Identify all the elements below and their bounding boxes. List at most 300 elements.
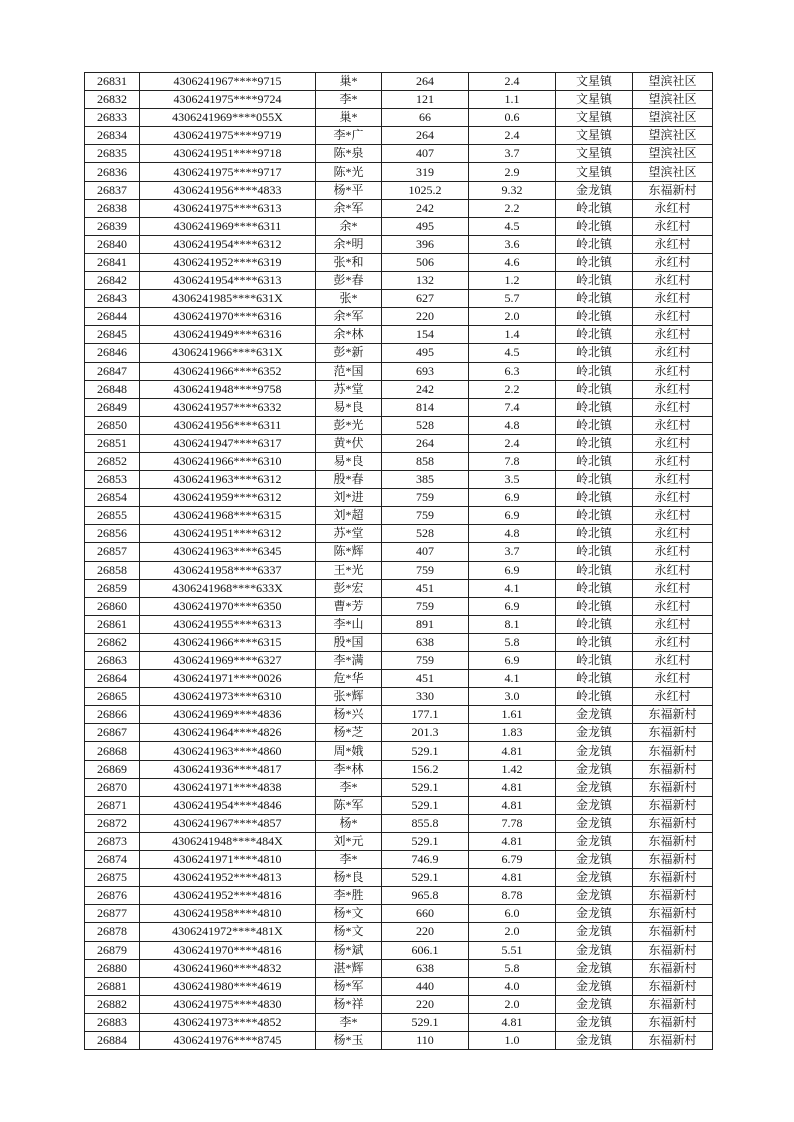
cell-area: 4.81: [469, 796, 556, 814]
table-row: [85, 543, 713, 561]
cell-amount: 855.8: [382, 814, 469, 832]
cell-name: 巢*: [316, 109, 382, 127]
table-row: [85, 272, 713, 290]
cell-area: 4.1: [469, 670, 556, 688]
cell-serial-number: 26849: [85, 398, 140, 416]
cell-id-number: 4306241975****6313: [140, 199, 316, 217]
cell-village: 东福新村: [633, 977, 713, 995]
cell-id-number: 4306241972****481X: [140, 923, 316, 941]
table-row: [85, 905, 713, 923]
cell-village: 东福新村: [633, 995, 713, 1013]
cell-area: 3.6: [469, 235, 556, 253]
cell-serial-number: 26847: [85, 362, 140, 380]
cell-name: 李*胜: [316, 887, 382, 905]
cell-town: 金龙镇: [556, 742, 633, 760]
cell-id-number: 4306241966****631X: [140, 344, 316, 362]
cell-amount: 440: [382, 977, 469, 995]
cell-amount: 529.1: [382, 1013, 469, 1031]
table-row: [85, 977, 713, 995]
cell-amount: 606.1: [382, 941, 469, 959]
cell-name: 范*国: [316, 362, 382, 380]
cell-village: 东福新村: [633, 869, 713, 887]
cell-amount: 132: [382, 272, 469, 290]
cell-amount: 220: [382, 995, 469, 1013]
cell-name: 杨*文: [316, 905, 382, 923]
cell-id-number: 4306241954****4846: [140, 796, 316, 814]
cell-serial-number: 26844: [85, 308, 140, 326]
cell-village: 永红村: [633, 633, 713, 651]
cell-area: 6.3: [469, 362, 556, 380]
cell-id-number: 4306241971****4810: [140, 851, 316, 869]
table-row: [85, 796, 713, 814]
cell-town: 岭北镇: [556, 543, 633, 561]
cell-amount: 66: [382, 109, 469, 127]
cell-town: 岭北镇: [556, 217, 633, 235]
cell-village: 永红村: [633, 615, 713, 633]
cell-village: 永红村: [633, 272, 713, 290]
cell-area: 1.1: [469, 91, 556, 109]
table-row: [85, 471, 713, 489]
table-row: [85, 724, 713, 742]
cell-town: 岭北镇: [556, 525, 633, 543]
cell-area: 0.6: [469, 109, 556, 127]
cell-town: 金龙镇: [556, 923, 633, 941]
cell-id-number: 4306241975****9724: [140, 91, 316, 109]
table-row: [85, 652, 713, 670]
cell-serial-number: 26864: [85, 670, 140, 688]
cell-amount: 319: [382, 163, 469, 181]
cell-town: 岭北镇: [556, 199, 633, 217]
cell-name: 李*林: [316, 760, 382, 778]
cell-village: 永红村: [633, 561, 713, 579]
cell-town: 岭北镇: [556, 633, 633, 651]
cell-name: 余*林: [316, 326, 382, 344]
cell-serial-number: 26879: [85, 941, 140, 959]
cell-serial-number: 26833: [85, 109, 140, 127]
cell-serial-number: 26858: [85, 561, 140, 579]
cell-name: 王*光: [316, 561, 382, 579]
cell-village: 东福新村: [633, 941, 713, 959]
table-row: [85, 181, 713, 199]
cell-town: 岭北镇: [556, 579, 633, 597]
table-row: [85, 995, 713, 1013]
cell-town: 岭北镇: [556, 398, 633, 416]
cell-serial-number: 26873: [85, 832, 140, 850]
cell-serial-number: 26878: [85, 923, 140, 941]
cell-town: 文星镇: [556, 109, 633, 127]
cell-town: 岭北镇: [556, 507, 633, 525]
cell-town: 金龙镇: [556, 1031, 633, 1049]
cell-id-number: 4306241971****4838: [140, 778, 316, 796]
cell-serial-number: 26863: [85, 652, 140, 670]
cell-town: 岭北镇: [556, 344, 633, 362]
cell-amount: 638: [382, 959, 469, 977]
cell-area: 3.7: [469, 145, 556, 163]
cell-village: 东福新村: [633, 724, 713, 742]
cell-amount: 759: [382, 507, 469, 525]
cell-town: 岭北镇: [556, 471, 633, 489]
table-row: [85, 742, 713, 760]
cell-amount: 693: [382, 362, 469, 380]
cell-town: 岭北镇: [556, 561, 633, 579]
cell-amount: 385: [382, 471, 469, 489]
cell-name: 彭*春: [316, 272, 382, 290]
cell-serial-number: 26862: [85, 633, 140, 651]
cell-serial-number: 26835: [85, 145, 140, 163]
cell-village: 永红村: [633, 597, 713, 615]
cell-name: 杨*文: [316, 923, 382, 941]
cell-town: 岭北镇: [556, 272, 633, 290]
cell-serial-number: 26869: [85, 760, 140, 778]
cell-serial-number: 26832: [85, 91, 140, 109]
cell-town: 金龙镇: [556, 851, 633, 869]
cell-id-number: 4306241985****631X: [140, 290, 316, 308]
cell-area: 4.5: [469, 217, 556, 235]
table-row: [85, 145, 713, 163]
cell-name: 杨*斌: [316, 941, 382, 959]
table-row: [85, 489, 713, 507]
cell-area: 6.9: [469, 652, 556, 670]
cell-serial-number: 26854: [85, 489, 140, 507]
cell-name: 杨*芝: [316, 724, 382, 742]
cell-id-number: 4306241975****9719: [140, 127, 316, 145]
cell-town: 岭北镇: [556, 253, 633, 271]
records-table-body: [85, 73, 713, 1050]
cell-amount: 891: [382, 615, 469, 633]
cell-area: 4.0: [469, 977, 556, 995]
cell-village: 永红村: [633, 235, 713, 253]
cell-id-number: 4306241969****4836: [140, 706, 316, 724]
cell-amount: 451: [382, 670, 469, 688]
cell-amount: 529.1: [382, 869, 469, 887]
cell-village: 永红村: [633, 199, 713, 217]
cell-serial-number: 26874: [85, 851, 140, 869]
cell-town: 金龙镇: [556, 941, 633, 959]
cell-town: 岭北镇: [556, 416, 633, 434]
table-row: [85, 235, 713, 253]
table-row: [85, 615, 713, 633]
table-row: [85, 452, 713, 470]
cell-id-number: 4306241951****9718: [140, 145, 316, 163]
cell-id-number: 4306241966****6352: [140, 362, 316, 380]
table-row: [85, 398, 713, 416]
cell-area: 4.6: [469, 253, 556, 271]
cell-town: 金龙镇: [556, 995, 633, 1013]
cell-town: 岭北镇: [556, 688, 633, 706]
cell-id-number: 4306241948****484X: [140, 832, 316, 850]
cell-serial-number: 26882: [85, 995, 140, 1013]
cell-name: 李*: [316, 778, 382, 796]
cell-area: 2.2: [469, 199, 556, 217]
cell-village: 东福新村: [633, 887, 713, 905]
cell-amount: 264: [382, 434, 469, 452]
cell-id-number: 4306241970****4816: [140, 941, 316, 959]
cell-area: 1.0: [469, 1031, 556, 1049]
cell-amount: 264: [382, 127, 469, 145]
cell-id-number: 4306241960****4832: [140, 959, 316, 977]
cell-town: 岭北镇: [556, 290, 633, 308]
cell-village: 望滨社区: [633, 145, 713, 163]
table-row: [85, 633, 713, 651]
cell-village: 永红村: [633, 380, 713, 398]
cell-serial-number: 26861: [85, 615, 140, 633]
cell-village: 东福新村: [633, 814, 713, 832]
cell-name: 余*明: [316, 235, 382, 253]
cell-amount: 529.1: [382, 778, 469, 796]
cell-area: 6.9: [469, 597, 556, 615]
cell-serial-number: 26855: [85, 507, 140, 525]
cell-area: 4.81: [469, 1013, 556, 1031]
cell-id-number: 4306241975****4830: [140, 995, 316, 1013]
cell-town: 金龙镇: [556, 760, 633, 778]
cell-town: 岭北镇: [556, 652, 633, 670]
cell-id-number: 4306241956****6311: [140, 416, 316, 434]
cell-area: 3.0: [469, 688, 556, 706]
cell-serial-number: 26866: [85, 706, 140, 724]
cell-village: 永红村: [633, 308, 713, 326]
cell-serial-number: 26871: [85, 796, 140, 814]
cell-name: 苏*堂: [316, 380, 382, 398]
cell-town: 金龙镇: [556, 905, 633, 923]
cell-name: 杨*良: [316, 869, 382, 887]
cell-name: 刘*进: [316, 489, 382, 507]
cell-amount: 242: [382, 380, 469, 398]
cell-area: 6.9: [469, 561, 556, 579]
table-row: [85, 217, 713, 235]
cell-town: 金龙镇: [556, 706, 633, 724]
cell-serial-number: 26843: [85, 290, 140, 308]
cell-amount: 242: [382, 199, 469, 217]
cell-name: 黄*伏: [316, 434, 382, 452]
cell-area: 6.9: [469, 489, 556, 507]
table-row: [85, 561, 713, 579]
cell-village: 永红村: [633, 344, 713, 362]
cell-name: 杨*祥: [316, 995, 382, 1013]
cell-village: 永红村: [633, 489, 713, 507]
cell-serial-number: 26842: [85, 272, 140, 290]
cell-name: 李*: [316, 91, 382, 109]
table-row: [85, 199, 713, 217]
cell-serial-number: 26852: [85, 452, 140, 470]
cell-amount: 759: [382, 652, 469, 670]
cell-amount: 121: [382, 91, 469, 109]
cell-village: 东福新村: [633, 778, 713, 796]
cell-town: 文星镇: [556, 163, 633, 181]
cell-serial-number: 26881: [85, 977, 140, 995]
cell-id-number: 4306241963****6312: [140, 471, 316, 489]
cell-town: 文星镇: [556, 91, 633, 109]
cell-name: 易*良: [316, 398, 382, 416]
cell-id-number: 4306241969****6327: [140, 652, 316, 670]
cell-village: 永红村: [633, 434, 713, 452]
cell-id-number: 4306241966****6310: [140, 452, 316, 470]
cell-amount: 451: [382, 579, 469, 597]
cell-serial-number: 26870: [85, 778, 140, 796]
cell-id-number: 4306241957****6332: [140, 398, 316, 416]
cell-village: 望滨社区: [633, 163, 713, 181]
cell-area: 4.81: [469, 778, 556, 796]
cell-amount: 407: [382, 543, 469, 561]
cell-area: 7.4: [469, 398, 556, 416]
table-row: [85, 434, 713, 452]
cell-id-number: 4306241973****6310: [140, 688, 316, 706]
cell-name: 杨*平: [316, 181, 382, 199]
cell-serial-number: 26883: [85, 1013, 140, 1031]
cell-town: 岭北镇: [556, 326, 633, 344]
table-row: [85, 814, 713, 832]
cell-serial-number: 26838: [85, 199, 140, 217]
cell-town: 金龙镇: [556, 977, 633, 995]
cell-area: 1.83: [469, 724, 556, 742]
cell-id-number: 4306241963****6345: [140, 543, 316, 561]
cell-area: 1.2: [469, 272, 556, 290]
cell-town: 岭北镇: [556, 235, 633, 253]
table-row: [85, 163, 713, 181]
cell-area: 5.8: [469, 633, 556, 651]
table-row: [85, 326, 713, 344]
cell-name: 湛*辉: [316, 959, 382, 977]
cell-area: 5.8: [469, 959, 556, 977]
table-row: [85, 416, 713, 434]
cell-area: 2.4: [469, 73, 556, 91]
cell-id-number: 4306241955****6313: [140, 615, 316, 633]
cell-name: 李*满: [316, 652, 382, 670]
table-row: [85, 706, 713, 724]
cell-id-number: 4306241956****4833: [140, 181, 316, 199]
cell-name: 余*军: [316, 308, 382, 326]
cell-town: 金龙镇: [556, 832, 633, 850]
cell-village: 东福新村: [633, 923, 713, 941]
cell-serial-number: 26876: [85, 887, 140, 905]
table-row: [85, 109, 713, 127]
cell-serial-number: 26846: [85, 344, 140, 362]
cell-amount: 1025.2: [382, 181, 469, 199]
cell-village: 永红村: [633, 326, 713, 344]
cell-town: 金龙镇: [556, 796, 633, 814]
cell-id-number: 4306241949****6316: [140, 326, 316, 344]
cell-town: 金龙镇: [556, 814, 633, 832]
cell-amount: 529.1: [382, 832, 469, 850]
cell-serial-number: 26857: [85, 543, 140, 561]
table-row: [85, 597, 713, 615]
cell-name: 张*辉: [316, 688, 382, 706]
cell-serial-number: 26837: [85, 181, 140, 199]
cell-id-number: 4306241948****9758: [140, 380, 316, 398]
cell-name: 陈*光: [316, 163, 382, 181]
cell-name: 杨*军: [316, 977, 382, 995]
cell-town: 金龙镇: [556, 778, 633, 796]
cell-amount: 396: [382, 235, 469, 253]
table-row: [85, 290, 713, 308]
cell-village: 永红村: [633, 652, 713, 670]
cell-name: 巢*: [316, 73, 382, 91]
cell-amount: 110: [382, 1031, 469, 1049]
cell-id-number: 4306241952****6319: [140, 253, 316, 271]
cell-village: 东福新村: [633, 905, 713, 923]
cell-name: 李*山: [316, 615, 382, 633]
cell-amount: 814: [382, 398, 469, 416]
cell-village: 永红村: [633, 452, 713, 470]
cell-name: 张*和: [316, 253, 382, 271]
cell-name: 危*华: [316, 670, 382, 688]
cell-id-number: 4306241951****6312: [140, 525, 316, 543]
cell-amount: 201.3: [382, 724, 469, 742]
table-row: [85, 525, 713, 543]
cell-amount: 264: [382, 73, 469, 91]
table-row: [85, 91, 713, 109]
cell-id-number: 4306241970****6350: [140, 597, 316, 615]
cell-name: 陈*辉: [316, 543, 382, 561]
table-row: [85, 760, 713, 778]
cell-village: 永红村: [633, 416, 713, 434]
cell-id-number: 4306241958****4810: [140, 905, 316, 923]
cell-area: 6.9: [469, 507, 556, 525]
cell-village: 东福新村: [633, 706, 713, 724]
cell-town: 岭北镇: [556, 489, 633, 507]
cell-amount: 495: [382, 217, 469, 235]
cell-name: 李*: [316, 1013, 382, 1031]
table-row: [85, 959, 713, 977]
cell-id-number: 4306241970****6316: [140, 308, 316, 326]
cell-amount: 220: [382, 308, 469, 326]
table-row: [85, 579, 713, 597]
table-row: [85, 308, 713, 326]
cell-area: 2.0: [469, 923, 556, 941]
cell-village: 永红村: [633, 507, 713, 525]
cell-village: 永红村: [633, 362, 713, 380]
table-row: [85, 253, 713, 271]
cell-town: 岭北镇: [556, 452, 633, 470]
cell-area: 2.0: [469, 308, 556, 326]
cell-village: 望滨社区: [633, 91, 713, 109]
cell-name: 周*娥: [316, 742, 382, 760]
cell-amount: 330: [382, 688, 469, 706]
table-row: [85, 869, 713, 887]
cell-amount: 177.1: [382, 706, 469, 724]
cell-id-number: 4306241969****055X: [140, 109, 316, 127]
cell-id-number: 4306241952****4816: [140, 887, 316, 905]
cell-serial-number: 26877: [85, 905, 140, 923]
cell-id-number: 4306241969****6311: [140, 217, 316, 235]
cell-id-number: 4306241976****8745: [140, 1031, 316, 1049]
table-row: [85, 127, 713, 145]
cell-serial-number: 26840: [85, 235, 140, 253]
cell-serial-number: 26868: [85, 742, 140, 760]
cell-name: 陈*泉: [316, 145, 382, 163]
cell-id-number: 4306241968****6315: [140, 507, 316, 525]
cell-town: 岭北镇: [556, 670, 633, 688]
cell-serial-number: 26867: [85, 724, 140, 742]
cell-serial-number: 26839: [85, 217, 140, 235]
cell-area: 4.81: [469, 742, 556, 760]
table-row: [85, 923, 713, 941]
cell-town: 岭北镇: [556, 308, 633, 326]
cell-serial-number: 26860: [85, 597, 140, 615]
cell-serial-number: 26831: [85, 73, 140, 91]
cell-amount: 759: [382, 597, 469, 615]
table-row: [85, 778, 713, 796]
cell-amount: 407: [382, 145, 469, 163]
cell-area: 8.78: [469, 887, 556, 905]
cell-area: 2.4: [469, 434, 556, 452]
cell-area: 2.4: [469, 127, 556, 145]
cell-town: 金龙镇: [556, 1013, 633, 1031]
cell-town: 岭北镇: [556, 597, 633, 615]
cell-name: 李*: [316, 851, 382, 869]
cell-amount: 156.2: [382, 760, 469, 778]
cell-village: 永红村: [633, 290, 713, 308]
cell-name: 易*良: [316, 452, 382, 470]
